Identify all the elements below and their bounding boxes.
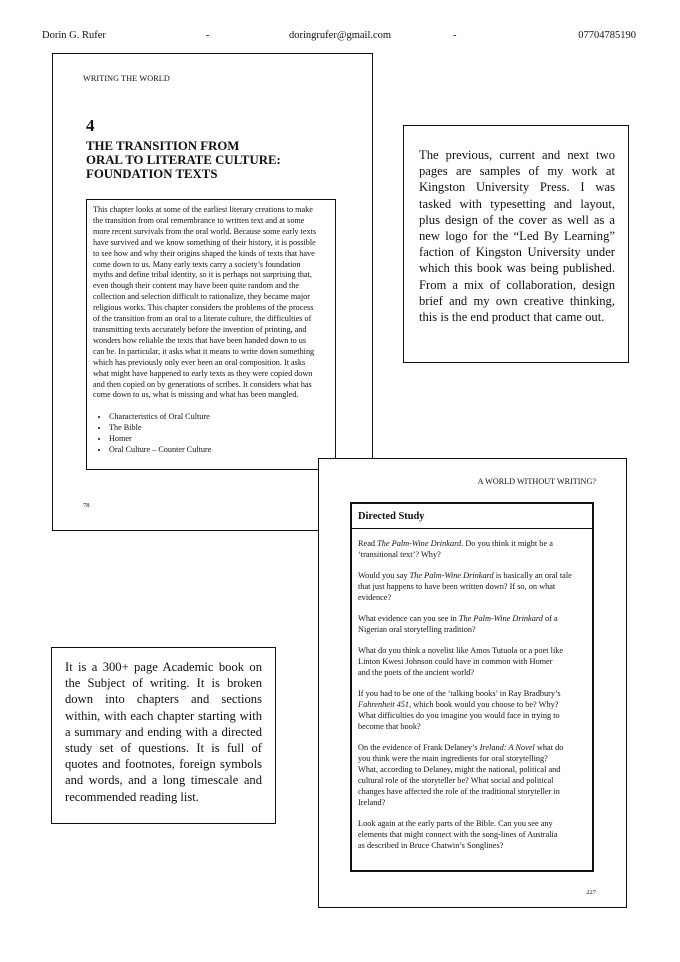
note-text: It is a 300+ page Academic book on the Subject of writing. It is broken down into chapters and sections within, with each chapter starting with a summary and ending with a directed study set of questions. It is full of quotes and footnotes, foreign symbols and words, and a long timescale and recommended reading list. [65, 660, 262, 804]
chapter-topics-list [93, 411, 329, 455]
note-text: The previous, current and next two pages are samples of my work at Kingston University Press. I was tasked with typesetting and layout, plus design of the cover as well as a new logo for the “Led By Learning” faction of Kingston University under which this book was being published. From a mix of collaboration, design brief and my own creative thinking, this is the end product that came out. [419, 148, 615, 325]
header-separator: - [453, 30, 457, 41]
header-separator: - [206, 30, 210, 41]
page-number: 78 [83, 502, 90, 509]
page-number: 227 [586, 889, 596, 896]
chapter-title [86, 139, 281, 182]
list-item: • Characteristics of Oral Culture [109, 411, 329, 422]
running-head: A WORLD WITHOUT WRITING? [477, 477, 596, 486]
list-item: • Oral Culture – Counter Culture [109, 444, 329, 455]
directed-study-title: Directed Study [352, 504, 592, 529]
chapter-number: 4 [86, 116, 95, 135]
question-item: On the evidence of Frank Delaney’s Ireland: A Novel what do you think were the main ingredients for oral storytelling? What, according to Delaney, might the national, political and cultural role of the storyteller be? What social and political changes have affected the role of the traditional storyteller in Ireland? [358, 743, 564, 807]
chapter-summary: This chapter looks at some of the earliest literary creations to make the transition from oral remembrance to written text and at some more recent survivals from the oral world. Because some early texts have survived and we know something of their history, it is possible to see how and why their origins shaped the kinds of texts that have come down to us. Many early texts carry a society’s foundation myths and define tribal identity, so it is perhaps not surprising that, even though their content may have been quite random and the collection and selection difficult to rationalize, they became major religious works. This chapter considers the problems of the process of the transition from an oral to a literate culture, the difficulties of transmitting texts accurately before the invention of printing, and wonders how reliable the texts that have been handed down to us can be. In particular, it asks what it means to write down something which has previously only ever been an oral composition. It asks what might have happened to early texts as they were copied down and then copied on by generations of scribes. It considers what has come down to us, what is missing and what has been mangled. [93, 205, 317, 400]
list-item: • The Bible [109, 422, 329, 433]
directed-study-questions [352, 529, 592, 851]
question-item: If you had to be one of the ‘talking books’ in Ray Bradbury’s Fahrenheit 451, which book would you choose to be? Why? What difficulties do you imagine you would face in trying to become that book? [358, 689, 561, 731]
description-note-top [403, 125, 629, 363]
question-item: Would you say The Palm-Wine Drinkard is basically an oral tale that just happens to have been written down? If so, on what evidence? [358, 571, 572, 602]
question-item: What do you think a novelist like Amos Tutuola or a poet like Linton Kwesi Johnson could have in common with Homer and the poets of the ancient world? [358, 646, 564, 677]
question-item: Read The Palm-Wine Drinkard. Do you think it might be a ‘transitional text’? Why? [358, 539, 553, 559]
running-head: WRITING THE WORLD [83, 74, 170, 83]
directed-study-box [350, 502, 594, 872]
question-item: What evidence can you see in The Palm-Wine Drinkard of a Nigerian oral storytelling tradition? [358, 614, 558, 634]
list-item: • Homer [109, 433, 329, 444]
question-item: Look again at the early parts of the Bible. Can you see any elements that might connect with the song-lines of Australia as described in Bruce Chatwin’s Songlines? [358, 819, 558, 850]
chapter-title-line: ORAL TO LITERATE CULTURE: [86, 153, 281, 168]
header-email[interactable]: doringrufer@gmail.com [289, 30, 392, 41]
header-phone: 07704785190 [578, 30, 636, 41]
chapter-summary-box [86, 199, 336, 470]
chapter-title-line: FOUNDATION TEXTS [86, 167, 218, 182]
book-page-right [318, 458, 627, 908]
chapter-title-line: THE TRANSITION FROM [86, 139, 240, 153]
description-note-bottom [51, 647, 276, 824]
header-name: Dorin G. Rufer [42, 30, 106, 41]
